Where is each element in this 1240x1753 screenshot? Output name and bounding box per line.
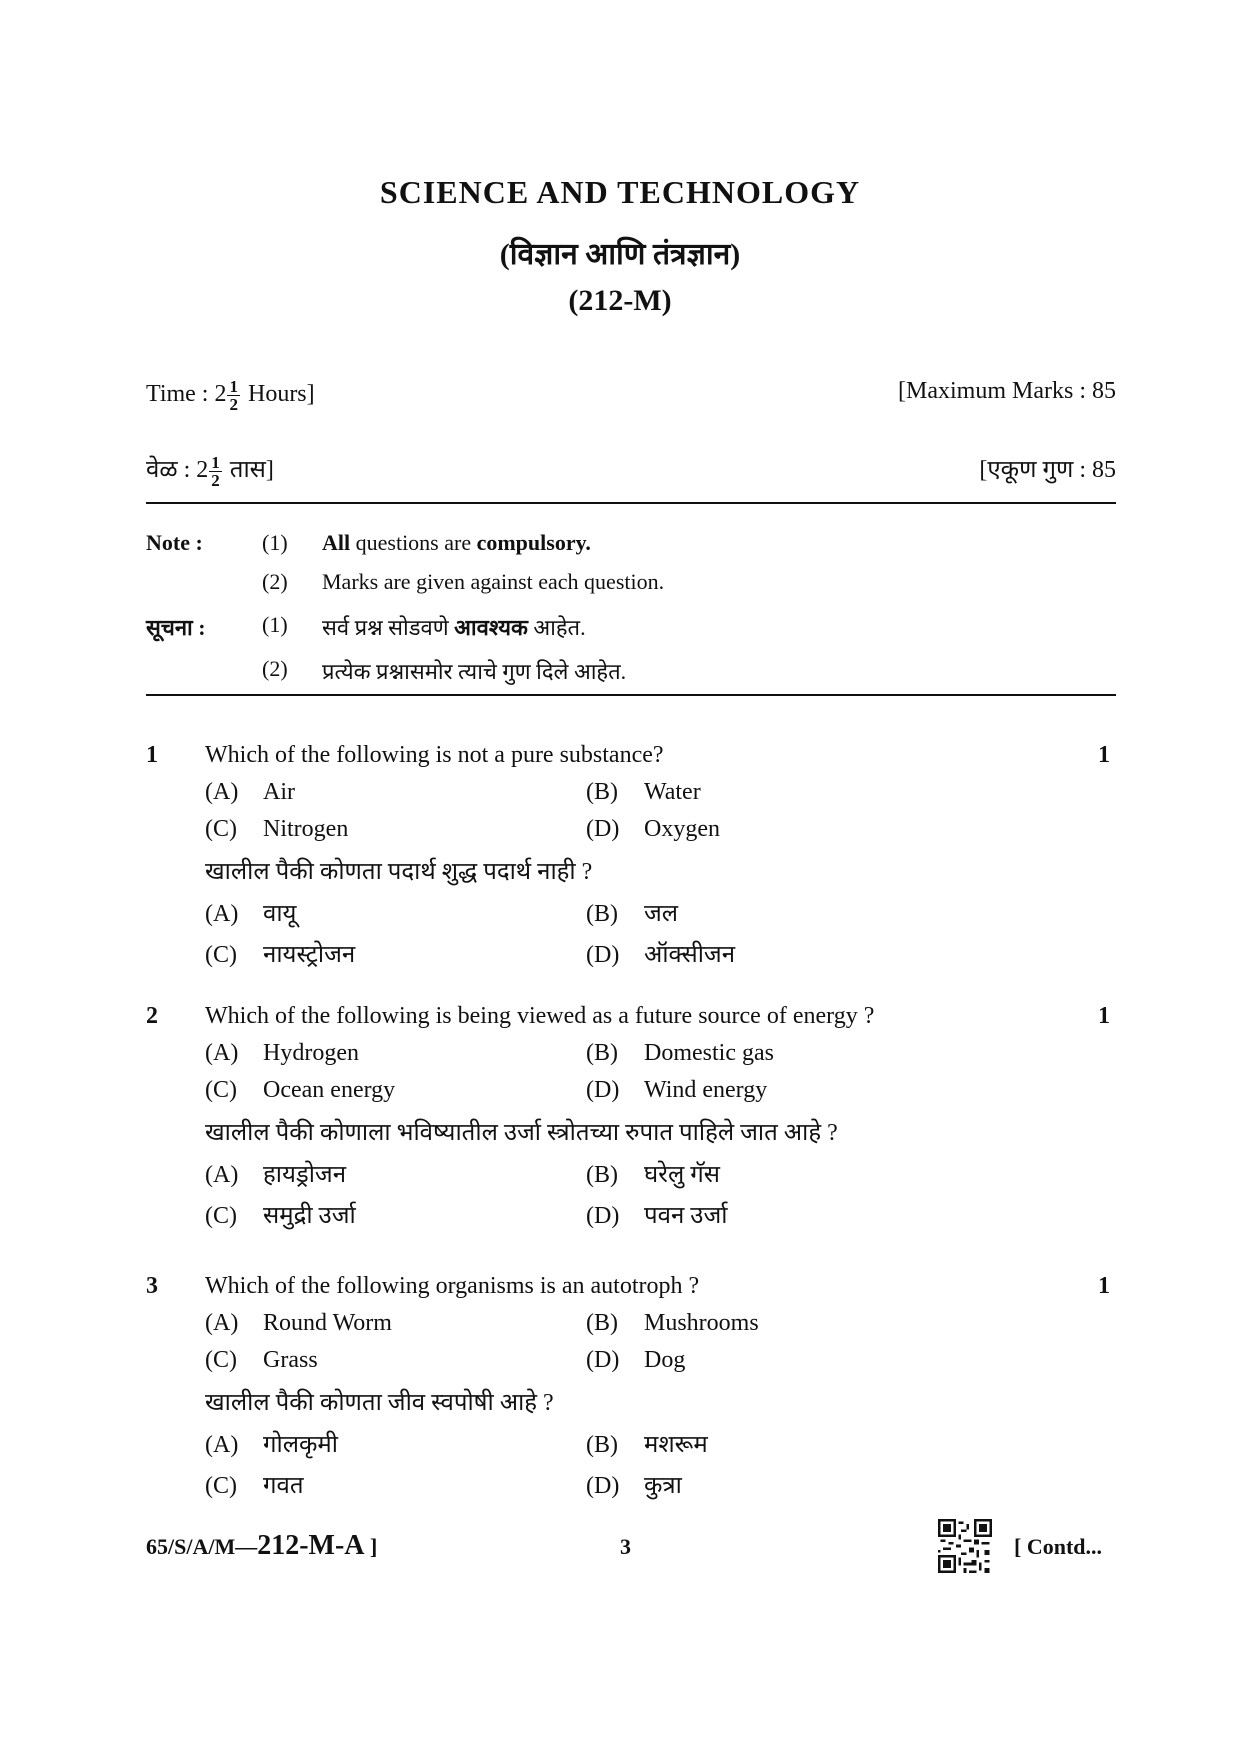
paper-title: SCIENCE AND TECHNOLOGY <box>379 174 861 210</box>
note-label-marathi: सूचना : <box>146 615 206 640</box>
option-c-marathi: (C) समुद्री उर्जा <box>205 1203 356 1229</box>
option-a-marathi: (A) वायू <box>205 901 297 927</box>
option-a: (A) Hydrogen <box>205 1040 359 1066</box>
option-a: (A) Round Worm <box>205 1310 392 1336</box>
option-d: (D) Wind energy <box>586 1077 768 1103</box>
note-1-text-marathi: सर्व प्रश्न सोडवणे आवश्यक आहेत. <box>322 615 586 640</box>
note-label: Note : <box>146 530 203 555</box>
option-b: (B) Domestic gas <box>586 1040 774 1066</box>
question-text-marathi: खालील पैकी कोणाला भविष्यातील उर्जा स्त्रोतच्या रुपात पाहिले जात आहे ? <box>205 1120 838 1146</box>
question-text-marathi: खालील पैकी कोणता जीव स्वपोषी आहे ? <box>205 1390 554 1416</box>
option-c: (C) Nitrogen <box>205 816 349 842</box>
footer-paper-code: 65/S/A/M—212-M-A ] <box>146 1530 378 1561</box>
time-label-marathi: वेळ : 2 <box>146 457 209 483</box>
option-b: (B) Mushrooms <box>586 1310 759 1336</box>
question-text: Which of the following organisms is an autotroph ? <box>205 1273 700 1299</box>
divider <box>146 502 1116 504</box>
option-d: (D) Oxygen <box>586 816 720 842</box>
question-marks: 1 <box>1098 1273 1110 1299</box>
option-c: (C) Grass <box>205 1347 318 1373</box>
option-b: (B) Water <box>586 779 701 805</box>
question-number: 2 <box>146 1003 158 1029</box>
note-1-text: All questions are compulsory. <box>322 530 591 555</box>
time-unit: Hours] <box>247 381 315 408</box>
option-a-marathi: (A) गोलकृमी <box>205 1432 338 1458</box>
note-2-text-marathi: प्रत्येक प्रश्नासमोर त्याचे गुण दिले आहेत. <box>322 659 627 684</box>
option-c-marathi: (C) नायस्ट्रोजन <box>205 942 356 968</box>
question-number: 1 <box>146 742 158 768</box>
question-marks: 1 <box>1098 742 1110 768</box>
question-text-marathi: खालील पैकी कोणता पदार्थ शुद्ध पदार्थ नाही ? <box>205 859 593 885</box>
question-marks: 1 <box>1098 1003 1110 1029</box>
option-c: (C) Ocean energy <box>205 1077 396 1103</box>
option-b-marathi: (B) घरेलु गॅस <box>586 1162 721 1188</box>
note-1-number-marathi: (1) <box>262 612 288 637</box>
time-unit-marathi: तास] <box>229 457 274 483</box>
option-a-marathi: (A) हायड्रोजन <box>205 1162 347 1188</box>
max-marks: [Maximum Marks : 85 <box>898 378 1116 404</box>
note-2-number-marathi: (2) <box>262 656 288 681</box>
option-b-marathi: (B) मशरूम <box>586 1432 708 1458</box>
option-d: (D) Dog <box>586 1347 686 1373</box>
option-d-marathi: (D) पवन उर्जा <box>586 1203 728 1229</box>
time-marks-row <box>146 378 1116 413</box>
note-2-text: Marks are given against each question. <box>322 569 665 594</box>
paper-subtitle-marathi: (विज्ञान आणि तंत्रज्ञान) <box>499 238 741 271</box>
option-a: (A) Air <box>205 779 295 805</box>
qr-code-icon <box>938 1519 992 1573</box>
option-c-marathi: (C) गवत <box>205 1473 304 1499</box>
question-text: Which of the following is being viewed as a future source of energy ? <box>205 1003 875 1029</box>
continued-label: [ Contd... <box>1014 1534 1103 1559</box>
time-fraction: $\frac{1}{2}$ <box>229 377 238 414</box>
time-marks-row-marathi <box>146 452 1116 489</box>
divider <box>146 694 1116 696</box>
paper-code: (212-M) <box>568 284 672 317</box>
time-label: Time : 2 <box>146 381 227 408</box>
max-marks-marathi: [एकूण गुण : 85 <box>979 457 1116 483</box>
note-2-number: (2) <box>262 569 288 594</box>
question-number: 3 <box>146 1273 158 1299</box>
page-number: 3 <box>620 1534 631 1559</box>
note-1-number: (1) <box>262 530 288 555</box>
time-fraction-marathi: $\frac{1}{2}$ <box>211 452 220 490</box>
option-b-marathi: (B) जल <box>586 901 679 927</box>
question-text: Which of the following is not a pure substance? <box>205 742 664 768</box>
option-d-marathi: (D) कुत्रा <box>586 1473 682 1499</box>
option-d-marathi: (D) ऑक्सीजन <box>586 942 736 968</box>
